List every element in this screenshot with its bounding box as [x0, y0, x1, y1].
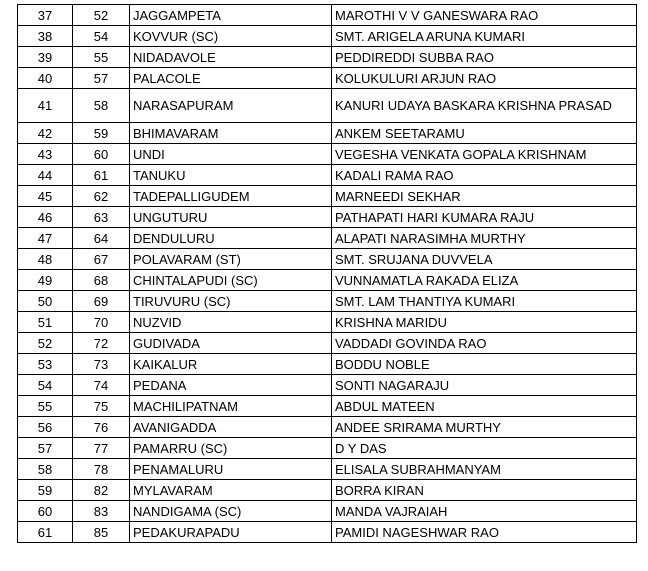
constituency-name-cell: NUZVID [130, 312, 332, 333]
candidate-name-cell: SMT. ARIGELA ARUNA KUMARI [332, 26, 637, 47]
table-row [18, 165, 637, 186]
candidate-name-cell: KADALI RAMA RAO [332, 165, 637, 186]
constituency-number-cell: 76 [73, 417, 130, 438]
constituency-name-cell: JAGGAMPETA [130, 5, 332, 26]
candidate-name-cell: PAMIDI NAGESHWAR RAO [332, 522, 637, 543]
serial-number-cell: 47 [18, 228, 73, 249]
constituency-number-cell: 83 [73, 501, 130, 522]
constituency-number-cell: 82 [73, 480, 130, 501]
constituency-name-cell: UNDI [130, 144, 332, 165]
constituency-name-cell: CHINTALAPUDI (SC) [130, 270, 332, 291]
constituency-name-cell: NANDIGAMA (SC) [130, 501, 332, 522]
table-row [18, 480, 637, 501]
serial-number-cell: 49 [18, 270, 73, 291]
candidate-name-cell: KOLUKULURI ARJUN RAO [332, 68, 637, 89]
candidate-name-cell: BODDU NOBLE [332, 354, 637, 375]
table-row [18, 270, 637, 291]
constituency-name-cell: NARASAPURAM [130, 89, 332, 123]
table-row [18, 375, 637, 396]
candidate-table [17, 4, 637, 543]
candidate-name-cell: KANURI UDAYA BASKARA KRISHNA PRASAD [332, 89, 637, 123]
constituency-number-cell: 55 [73, 47, 130, 68]
constituency-number-cell: 63 [73, 207, 130, 228]
candidate-name-cell: ALAPATI NARASIMHA MURTHY [332, 228, 637, 249]
table-row [18, 207, 637, 228]
candidate-name-cell: MAROTHI V V GANESWARA RAO [332, 5, 637, 26]
constituency-number-cell: 64 [73, 228, 130, 249]
serial-number-cell: 51 [18, 312, 73, 333]
candidate-name-cell: ANKEM SEETARAMU [332, 123, 637, 144]
serial-number-cell: 43 [18, 144, 73, 165]
constituency-name-cell: MACHILIPATNAM [130, 396, 332, 417]
candidate-name-cell: SMT. SRUJANA DUVVELA [332, 249, 637, 270]
constituency-name-cell: KAIKALUR [130, 354, 332, 375]
serial-number-cell: 50 [18, 291, 73, 312]
candidate-name-cell: VUNNAMATLA RAKADA ELIZA [332, 270, 637, 291]
candidate-name-cell: ANDEE SRIRAMA MURTHY [332, 417, 637, 438]
constituency-number-cell: 74 [73, 375, 130, 396]
table-row [18, 438, 637, 459]
serial-number-cell: 37 [18, 5, 73, 26]
table-row [18, 501, 637, 522]
candidate-name-cell: VADDADI GOVINDA RAO [332, 333, 637, 354]
constituency-number-cell: 75 [73, 396, 130, 417]
candidate-name-cell: VEGESHA VENKATA GOPALA KRISHNAM [332, 144, 637, 165]
constituency-number-cell: 60 [73, 144, 130, 165]
serial-number-cell: 58 [18, 459, 73, 480]
serial-number-cell: 39 [18, 47, 73, 68]
constituency-number-cell: 58 [73, 89, 130, 123]
constituency-name-cell: PAMARRU (SC) [130, 438, 332, 459]
candidate-name-cell: SONTI NAGARAJU [332, 375, 637, 396]
serial-number-cell: 53 [18, 354, 73, 375]
constituency-name-cell: UNGUTURU [130, 207, 332, 228]
constituency-name-cell: PALACOLE [130, 68, 332, 89]
candidate-name-cell: PEDDIREDDI SUBBA RAO [332, 47, 637, 68]
constituency-name-cell: MYLAVARAM [130, 480, 332, 501]
candidate-name-cell: BORRA KIRAN [332, 480, 637, 501]
serial-number-cell: 55 [18, 396, 73, 417]
candidate-name-cell: KRISHNA MARIDU [332, 312, 637, 333]
serial-number-cell: 54 [18, 375, 73, 396]
table-row [18, 417, 637, 438]
table-row [18, 123, 637, 144]
serial-number-cell: 59 [18, 480, 73, 501]
table-row [18, 312, 637, 333]
constituency-name-cell: PEDANA [130, 375, 332, 396]
table-row [18, 228, 637, 249]
constituency-number-cell: 59 [73, 123, 130, 144]
constituency-number-cell: 72 [73, 333, 130, 354]
constituency-number-cell: 54 [73, 26, 130, 47]
candidate-name-cell: PATHAPATI HARI KUMARA RAJU [332, 207, 637, 228]
candidate-name-cell: D Y DAS [332, 438, 637, 459]
table-row [18, 186, 637, 207]
table-row [18, 522, 637, 543]
constituency-number-cell: 70 [73, 312, 130, 333]
constituency-name-cell: NIDADAVOLE [130, 47, 332, 68]
table-row [18, 354, 637, 375]
serial-number-cell: 48 [18, 249, 73, 270]
constituency-number-cell: 52 [73, 5, 130, 26]
candidate-name-cell: MARNEEDI SEKHAR [332, 186, 637, 207]
table-row [18, 26, 637, 47]
table-row [18, 5, 637, 26]
serial-number-cell: 61 [18, 522, 73, 543]
serial-number-cell: 45 [18, 186, 73, 207]
serial-number-cell: 57 [18, 438, 73, 459]
candidate-list-document [17, 4, 636, 543]
constituency-name-cell: GUDIVADA [130, 333, 332, 354]
serial-number-cell: 44 [18, 165, 73, 186]
constituency-number-cell: 61 [73, 165, 130, 186]
serial-number-cell: 40 [18, 68, 73, 89]
serial-number-cell: 41 [18, 89, 73, 123]
table-row [18, 68, 637, 89]
serial-number-cell: 60 [18, 501, 73, 522]
constituency-name-cell: TIRUVURU (SC) [130, 291, 332, 312]
table-row [18, 333, 637, 354]
table-row [18, 291, 637, 312]
candidate-name-cell: ABDUL MATEEN [332, 396, 637, 417]
table-row [18, 249, 637, 270]
constituency-number-cell: 77 [73, 438, 130, 459]
constituency-number-cell: 57 [73, 68, 130, 89]
constituency-number-cell: 73 [73, 354, 130, 375]
candidate-name-cell: MANDA VAJRAIAH [332, 501, 637, 522]
serial-number-cell: 52 [18, 333, 73, 354]
serial-number-cell: 42 [18, 123, 73, 144]
candidate-name-cell: SMT. LAM THANTIYA KUMARI [332, 291, 637, 312]
constituency-name-cell: PEDAKURAPADU [130, 522, 332, 543]
constituency-name-cell: TADEPALLIGUDEM [130, 186, 332, 207]
serial-number-cell: 56 [18, 417, 73, 438]
table-row [18, 47, 637, 68]
constituency-name-cell: AVANIGADDA [130, 417, 332, 438]
candidate-table-body [18, 5, 637, 543]
constituency-name-cell: TANUKU [130, 165, 332, 186]
constituency-name-cell: POLAVARAM (ST) [130, 249, 332, 270]
constituency-name-cell: DENDULURU [130, 228, 332, 249]
candidate-name-cell: ELISALA SUBRAHMANYAM [332, 459, 637, 480]
constituency-name-cell: KOVVUR (SC) [130, 26, 332, 47]
serial-number-cell: 46 [18, 207, 73, 228]
table-row [18, 89, 637, 123]
constituency-number-cell: 62 [73, 186, 130, 207]
constituency-number-cell: 85 [73, 522, 130, 543]
serial-number-cell: 38 [18, 26, 73, 47]
constituency-number-cell: 78 [73, 459, 130, 480]
constituency-name-cell: PENAMALURU [130, 459, 332, 480]
constituency-number-cell: 67 [73, 249, 130, 270]
table-row [18, 396, 637, 417]
table-row [18, 144, 637, 165]
constituency-number-cell: 69 [73, 291, 130, 312]
constituency-name-cell: BHIMAVARAM [130, 123, 332, 144]
constituency-number-cell: 68 [73, 270, 130, 291]
table-row [18, 459, 637, 480]
